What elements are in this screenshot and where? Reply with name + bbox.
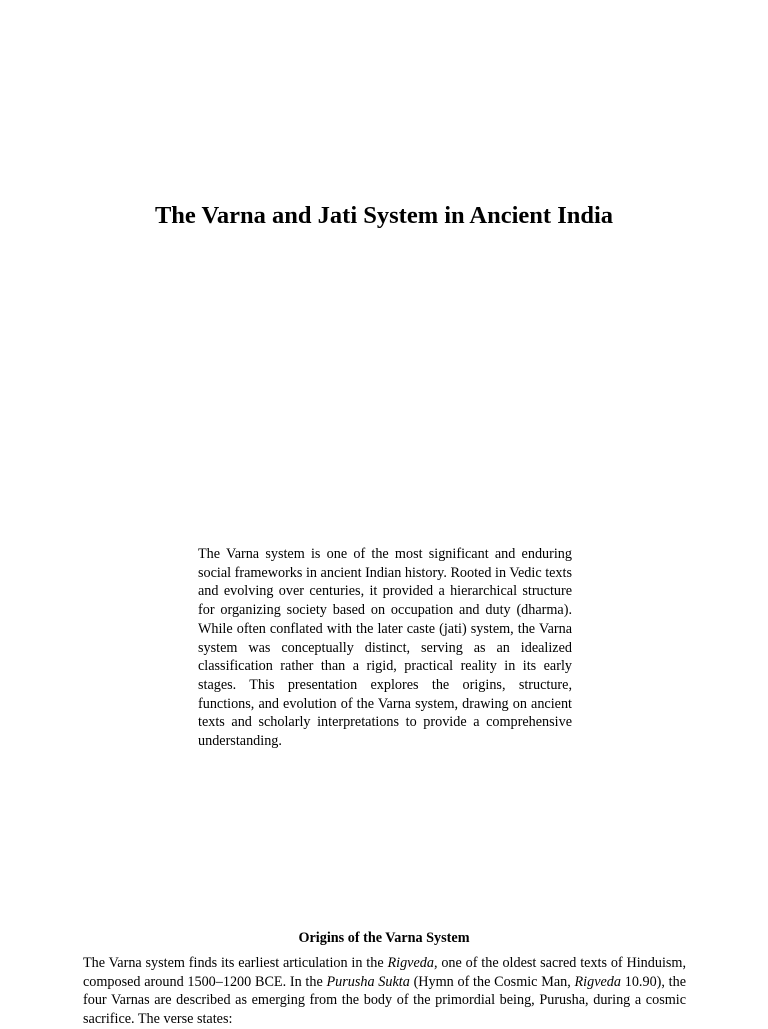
- paragraph-text: , one of the oldest sacred texts of Hinduism, composed around 1500–1200 BCE. In the: [83, 955, 687, 990]
- section-heading: Origins of the Varna System: [298, 930, 470, 946]
- abstract-paragraph: The Varna system is one of the most significant and enduring social frameworks in ancient Indian history. Rooted in Vedic texts and evolving over centuries, it provided a hierarchical structure for organizing society based on occupation and duty (dharma). While often conflated with the later caste (jati) system, the Varna system was conceptually distinct, serving as an idealized classification rather than a rigid, practical reality in its early stages. This presentation explores the origins, structure, functions, and evolution of the Varna system, drawing on ancient texts and scholarly interpretations to provide a comprehensive understanding.: [198, 546, 572, 750]
- italic-term: Purusha Sukta: [326, 973, 410, 990]
- paragraph-text: (Hymn of the Cosmic Man,: [409, 973, 575, 990]
- document-title: The Varna and Jati System in Ancient India: [154, 202, 614, 229]
- paragraph-text: 10.90), the four Varnas are described as emerging from the body of the primordial being, Purusha, during a cosmic sacrifice. The verse states:: [83, 973, 687, 1028]
- italic-term: Rigveda: [574, 973, 621, 990]
- origins-paragraph: [83, 954, 686, 1029]
- paragraph-text: The Varna system finds its earliest articulation in the: [83, 955, 388, 971]
- italic-term: Rigveda: [387, 955, 434, 971]
